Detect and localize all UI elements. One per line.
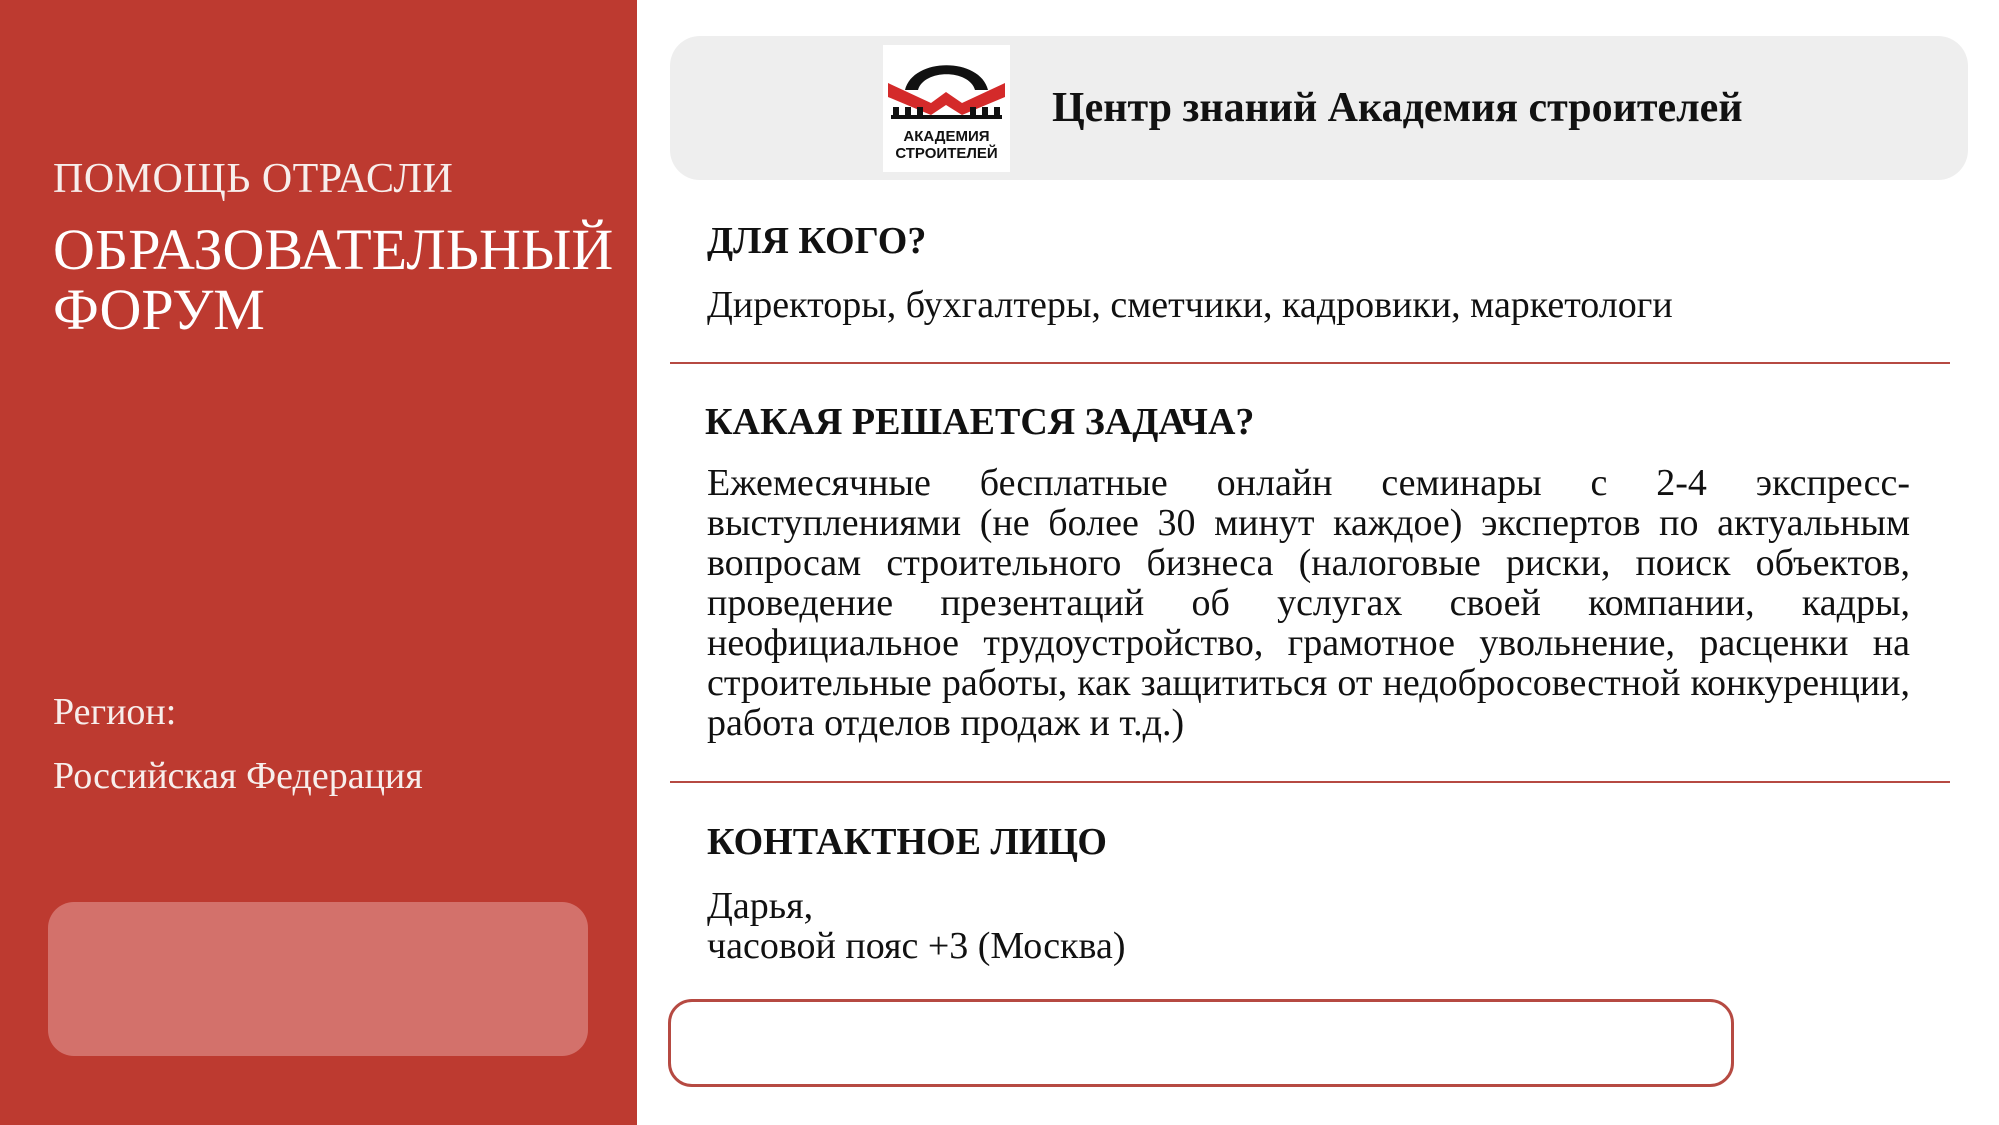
divider xyxy=(670,362,1950,364)
logo-text-line2: СТРОИТЕЛЕЙ xyxy=(895,145,998,162)
contact-details-box xyxy=(668,999,1734,1087)
contact-heading: КОНТАКТНОЕ ЛИЦО xyxy=(707,821,1107,863)
left-info-box xyxy=(48,902,588,1056)
organization-name: Центр знаний Академия строителей xyxy=(1052,85,1743,131)
left-panel xyxy=(0,0,637,1125)
region-label: Регион: xyxy=(53,691,177,733)
forum-title: ОБРАЗОВАТЕЛЬНЫЙ ФОРУМ xyxy=(53,217,614,342)
region-value: Российская Федерация xyxy=(53,755,423,797)
contact-timezone: часовой пояс +3 (Москва) xyxy=(707,925,1126,967)
divider xyxy=(670,781,1950,783)
academy-logo-icon xyxy=(883,45,1010,172)
category-label: ПОМОЩЬ ОТРАСЛИ xyxy=(53,156,454,202)
task-text: Ежемесячные бесплатные онлайн семинары с 2-4 экспресс-выступлениями (не более 30 минут каждое) экспертов по актуальным вопросам строительного бизнеса (налоговые риски, поиск объектов, проведение презентаций об услугах своей компании, кадры, неофициальное трудоустройство, грамотное увольнение, расценки на строительные работы, как защититься от недобросовестной конкуренции, работа отделов продаж и т.д.) xyxy=(707,462,1910,744)
contact-name: Дарья, xyxy=(707,885,814,927)
task-heading: КАКАЯ РЕШАЕТСЯ ЗАДАЧА? xyxy=(705,401,1255,443)
audience-text: Директоры, бухгалтеры, сметчики, кадровики, маркетологи xyxy=(707,284,1673,326)
logo-text-line1: АКАДЕМИЯ xyxy=(903,128,990,145)
audience-heading: ДЛЯ КОГО? xyxy=(707,220,927,262)
